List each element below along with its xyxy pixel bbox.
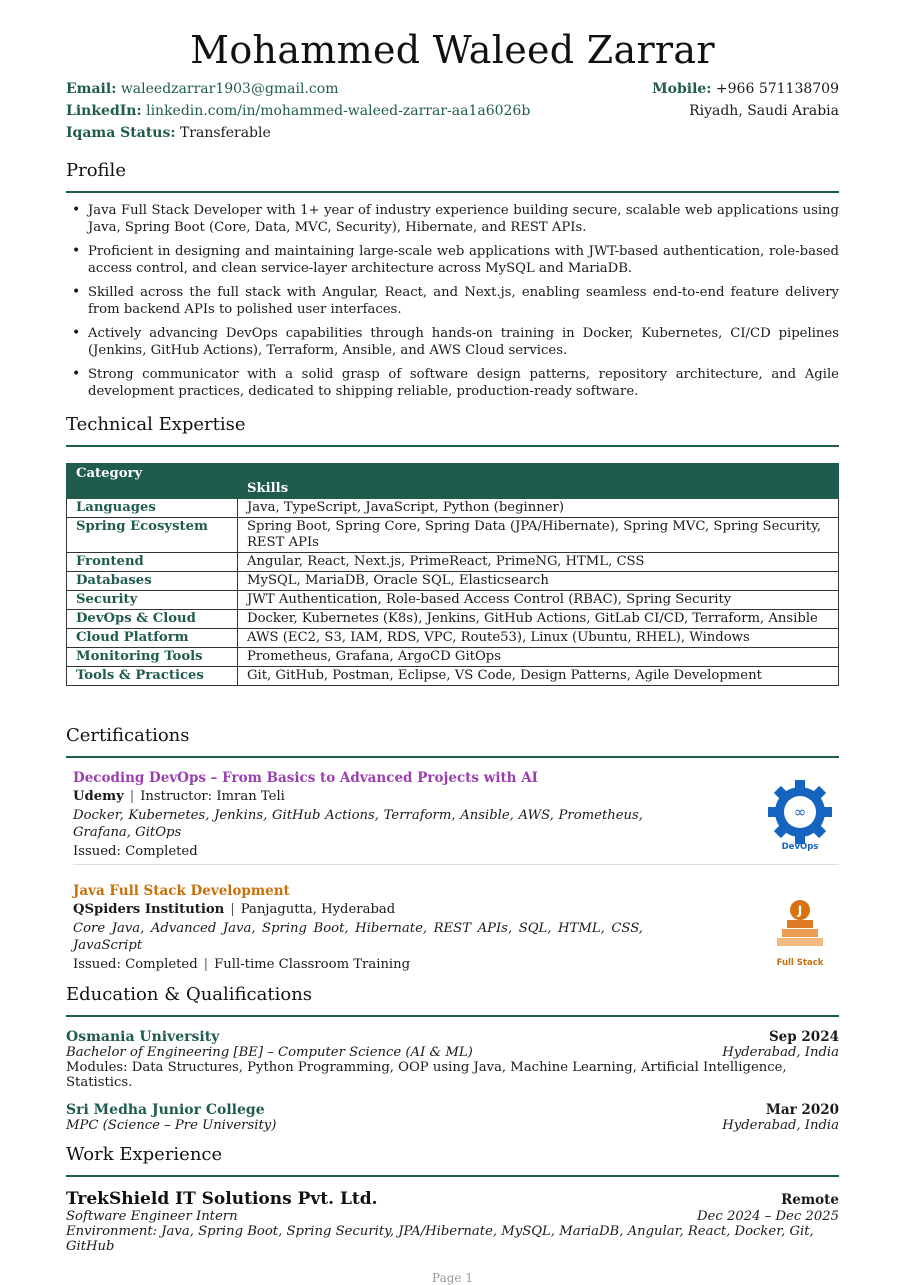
table-row [67, 518, 839, 553]
category-cell: Frontend [67, 553, 238, 572]
skills-table [66, 463, 839, 686]
degree-text: Bachelor of Engineering [BE] – Computer Science (AI & ML) [66, 1045, 473, 1060]
certification-entry: Java Full Stack Development QSpiders Institution | Panjagutta, Hyderabad Core Java, Advanced Java, Spring Boot, Hibernate, REST APIs, SQL, HTML, CSS, JavaScript Issued: Completed | Full-time Classroom Training [73, 883, 839, 972]
certification-issued: Issued: Completed [73, 957, 198, 972]
table-row [67, 572, 839, 591]
education-location: Hyderabad, India [722, 1045, 839, 1060]
fullstack-logo [772, 898, 828, 968]
email-label: Email: [66, 81, 117, 97]
skills-cell: AWS (EC2, S3, IAM, RDS, VPC, Route53), Linux (Ubuntu, RHEL), Windows [238, 629, 839, 648]
category-cell: Databases [67, 572, 238, 591]
email-link[interactable]: waleedzarrar1903@gmail.com [120, 81, 339, 97]
work-entry [66, 1189, 839, 1254]
certification-title: Decoding DevOps – From Basics to Advanced Projects with AI [73, 770, 538, 786]
table-row [67, 553, 839, 572]
svg-text:∞: ∞ [793, 803, 807, 821]
category-cell: Languages [67, 499, 238, 518]
certification-provider: QSpiders Institution [73, 902, 225, 917]
skills-cell: Spring Boot, Spring Core, Spring Data (JPA/Hibernate), Spring MVC, Spring Security, REST APIs [238, 518, 839, 553]
certifications-section [66, 725, 839, 758]
certification-divider [73, 864, 839, 865]
profile-bullet: • Java Full Stack Developer with 1+ year of industry experience building secure, scalable web applications using Java, Spring Boot (Core, Data, MVC, Security), Hibernate, and REST APIs. [66, 202, 839, 236]
table-row [67, 499, 839, 518]
skills-cell: Angular, React, Next.js, PrimeReact, PrimeNG, HTML, CSS [238, 553, 839, 572]
section-divider [66, 1175, 839, 1177]
section-divider [66, 191, 839, 193]
fullstack-logo-letter: J [797, 903, 803, 918]
column-header-skills: Skills [238, 464, 839, 499]
category-cell: Tools & Practices [67, 667, 238, 686]
profile-bullet: • Proficient in designing and maintaining large-scale web applications with JWT-based authentication, role-based access control, and clean service-layer architecture across MySQL and MariaDB. [66, 243, 839, 277]
section-title-work: Work Experience [66, 1144, 223, 1165]
contact-right [652, 78, 839, 122]
page-number: Page 1 [432, 1271, 473, 1285]
fullstack-logo-label: Full Stack [776, 958, 824, 968]
institution-name: Osmania University [66, 1029, 220, 1045]
category-cell: Spring Ecosystem [67, 518, 238, 553]
education-section [66, 984, 839, 1017]
section-divider [66, 756, 839, 758]
stack-icon [772, 898, 828, 956]
technical-section [66, 414, 839, 447]
section-divider [66, 1015, 839, 1017]
linkedin-label: LinkedIn: [66, 103, 142, 119]
education-modules: Modules: Data Structures, Python Programming, OOP using Java, Machine Learning, Artificial Intelligence, Statistics. [66, 1060, 787, 1090]
linkedin-link[interactable]: linkedin.com/in/mohammed-waleed-zarrar-aa1a6026b [146, 103, 531, 119]
contact-left [66, 78, 530, 144]
certification-detail: Instructor: Imran Teli [140, 789, 285, 804]
column-header-category: Category [67, 464, 238, 499]
category-cell: Security [67, 591, 238, 610]
section-divider [66, 445, 839, 447]
profile-section [66, 160, 839, 193]
table-row [67, 591, 839, 610]
work-mode: Remote [781, 1192, 839, 1208]
category-cell: DevOps & Cloud [67, 610, 238, 629]
table-row [67, 629, 839, 648]
mobile-value: +966 571138709 [715, 81, 839, 97]
skills-cell: Docker, Kubernetes (K8s), Jenkins, GitHub Actions, GitLab CI/CD, Terraform, Ansible [238, 610, 839, 629]
job-environment: Environment: Java, Spring Boot, Spring Security, JPA/Hibernate, MySQL, MariaDB, Angular, React, Docker, Git, GitHub [66, 1224, 814, 1254]
certification-issued: Issued: Completed [73, 844, 198, 859]
candidate-name: Mohammed Waleed Zarrar [190, 28, 715, 72]
iqama-label: Iqama Status: [66, 125, 176, 141]
education-entry [66, 1102, 839, 1133]
category-cell: Cloud Platform [67, 629, 238, 648]
table-row [67, 610, 839, 629]
devops-logo-label: DevOps [781, 842, 819, 852]
profile-bullet: • Skilled across the full stack with Angular, React, and Next.js, enabling seamless end-to-end feature delivery from backend APIs to polished user interfaces. [66, 284, 839, 318]
section-title-technical: Technical Expertise [66, 414, 246, 435]
skills-cell: Prometheus, Grafana, ArgoCD GitOps [238, 648, 839, 667]
section-title-profile: Profile [66, 160, 126, 181]
certification-topics: Core Java, Advanced Java, Spring Boot, Hibernate, REST APIs, SQL, HTML, CSS, JavaScript [73, 921, 643, 953]
skills-cell: Git, GitHub, Postman, Eclipse, VS Code, Design Patterns, Agile Development [238, 667, 839, 686]
work-section [66, 1144, 839, 1177]
certification-topics: Docker, Kubernetes, Jenkins, GitHub Actions, Terraform, Ansible, AWS, Prometheus, Grafana, GitOps [73, 808, 643, 840]
skills-cell: Java, TypeScript, JavaScript, Python (beginner) [238, 499, 839, 518]
education-date: Mar 2020 [765, 1102, 839, 1118]
certification-extra: Full-time Classroom Training [214, 957, 411, 972]
certification-title: Java Full Stack Development [73, 883, 290, 899]
degree-text: MPC (Science – Pre University) [66, 1118, 277, 1133]
location-text: Riyadh, Saudi Arabia [689, 103, 839, 119]
skills-cell: MySQL, MariaDB, Oracle SQL, Elasticsearch [238, 572, 839, 591]
devops-logo [766, 780, 834, 852]
company-name: TrekShield IT Solutions Pvt. Ltd. [66, 1189, 378, 1209]
mobile-label: Mobile: [652, 81, 712, 97]
profile-bullet: • Strong communicator with a solid grasp of software design patterns, repository architecture, and Agile development practices, dedicated to shipping reliable, production-ready software. [66, 366, 839, 400]
iqama-value: Transferable [179, 125, 271, 141]
certification-entry: Decoding DevOps – From Basics to Advanced Projects with AI Udemy | Instructor: Imran Teli Docker, Kubernetes, Jenkins, GitHub Actions, Terraform, Ansible, AWS, Prometheus, Grafana, GitOps Issued: Completed [73, 770, 839, 859]
table-row [67, 648, 839, 667]
certification-provider: Udemy [73, 789, 124, 804]
job-role: Software Engineer Intern [66, 1209, 238, 1224]
section-title-certifications: Certifications [66, 725, 190, 746]
section-title-education: Education & Qualifications [66, 984, 313, 1005]
skills-cell: JWT Authentication, Role-based Access Control (RBAC), Spring Security [238, 591, 839, 610]
education-location: Hyderabad, India [722, 1118, 839, 1133]
institution-name: Sri Medha Junior College [66, 1102, 265, 1118]
profile-bullet: • Actively advancing DevOps capabilities through hands-on training in Docker, Kubernetes, CI/CD pipelines (Jenkins, GitHub Actions), Terraform, Ansible, and AWS Cloud services. [66, 325, 839, 359]
profile-list [66, 202, 839, 407]
table-row [67, 667, 839, 686]
job-dates: Dec 2024 – Dec 2025 [696, 1209, 839, 1224]
education-date: Sep 2024 [768, 1029, 839, 1045]
gear-icon [766, 780, 834, 844]
category-cell: Monitoring Tools [67, 648, 238, 667]
certification-detail: Panjagutta, Hyderabad [240, 902, 396, 917]
education-entry [66, 1029, 839, 1090]
